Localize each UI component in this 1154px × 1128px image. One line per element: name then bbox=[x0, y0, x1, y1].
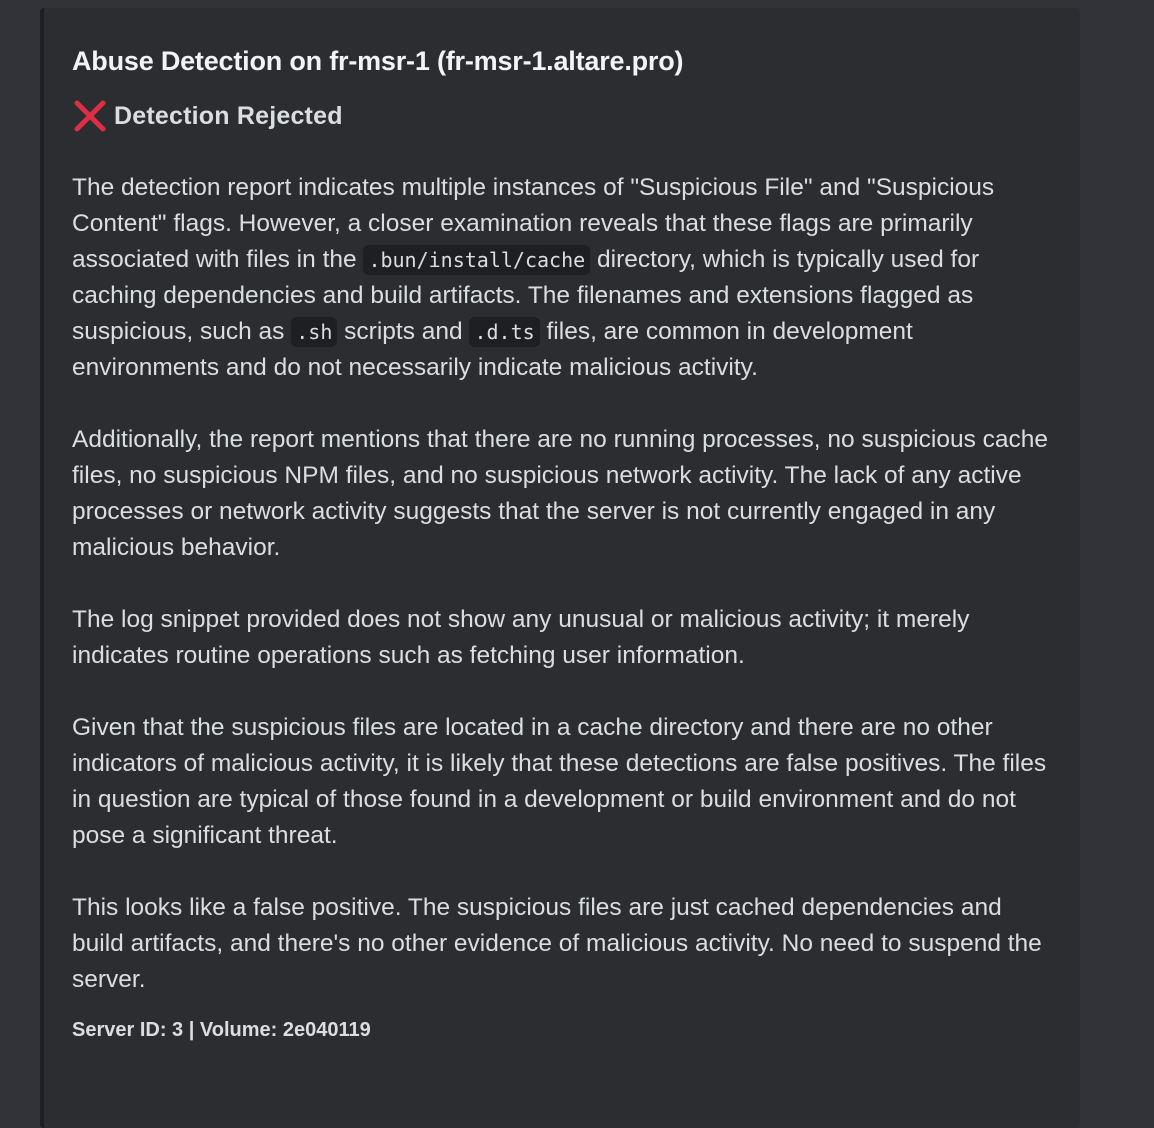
inline-code-sh: .sh bbox=[291, 317, 337, 347]
paragraph-text: files, are common in development environments and do not necessarily indicate malicious activity. bbox=[72, 318, 913, 381]
paragraph-text: Given that the suspicious files are located in a cache directory and there are no other indicators of malicious activity, it is likely that these detections are false positives. The files in question are typical of those found in a development or build environment and do not pose a significant threat. bbox=[72, 714, 1047, 849]
embed-title: Abuse Detection on fr-msr-1 (fr-msr-1.altare.pro) bbox=[72, 46, 684, 76]
paragraph-text: This looks like a false positive. The suspicious files are just cached dependencies and build artifacts, and there's no other evidence of malicious activity. No need to suspend the server. bbox=[72, 894, 1042, 993]
description-paragraph-4 bbox=[72, 710, 1052, 854]
paragraph-text: directory, which is typically used for caching dependencies and build artifacts. The filenames and extensions flagged as suspicious, such as bbox=[72, 246, 980, 345]
description-paragraph-3 bbox=[72, 602, 1052, 674]
inline-code-dts: .d.ts bbox=[469, 317, 539, 347]
paragraph-text: The detection report indicates multiple instances of "Suspicious File" and "Suspicious Content" flags. However, a closer examination reveals that these flags are primarily associated with files in the bbox=[72, 174, 995, 273]
paragraph-text: The log snippet provided does not show any unusual or malicious activity; it merely indicates routine operations such as fetching user information. bbox=[72, 606, 970, 669]
detection-status bbox=[72, 98, 1052, 134]
paragraph-text: Additionally, the report mentions that there are no running processes, no suspicious cache files, no suspicious NPM files, and no suspicious network activity. The lack of any active processes or network activity suggests that the server is not currently engaged in any malicious behavior. bbox=[72, 426, 1049, 561]
inline-code-bun-cache: .bun/install/cache bbox=[363, 245, 590, 275]
status-label: Detection Rejected bbox=[114, 101, 343, 130]
description-paragraph-1 bbox=[72, 170, 1052, 386]
embed-footer: Server ID: 3 | Volume: 2e040119 bbox=[72, 1019, 371, 1041]
paragraph-text: scripts and bbox=[337, 318, 470, 345]
cross-mark-icon bbox=[72, 98, 108, 134]
description-paragraph-5 bbox=[72, 890, 1052, 998]
embed-description bbox=[72, 170, 1052, 998]
abuse-detection-embed bbox=[40, 8, 1080, 1128]
description-paragraph-2 bbox=[72, 422, 1052, 566]
